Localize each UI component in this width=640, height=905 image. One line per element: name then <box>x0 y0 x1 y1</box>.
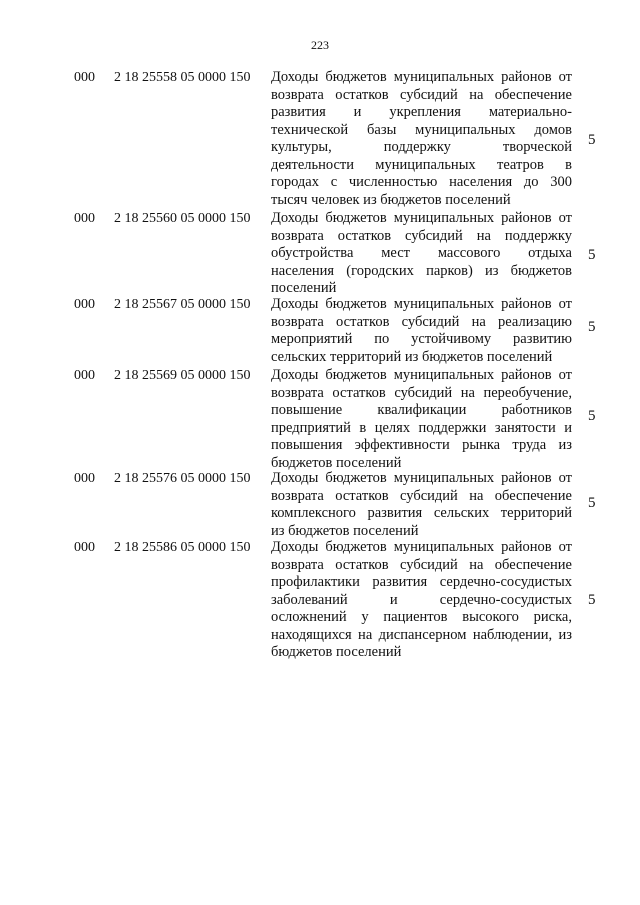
budget-classification-code: 2 18 25560 05 0000 150 <box>114 211 251 226</box>
description-line: предприятий в целях поддержки занятости и <box>271 419 572 436</box>
description-line: заболеваний и сердечно-сосудистых <box>271 591 572 608</box>
description-line: бюджетов поселений <box>271 454 402 471</box>
admin-code: 000 <box>74 211 95 226</box>
description-line: возврата остатков субсидий на переобучение, <box>271 384 572 401</box>
budget-classification-code: 2 18 25576 05 0000 150 <box>114 471 251 486</box>
amount-value: 5 <box>588 592 596 608</box>
admin-code: 000 <box>74 471 95 486</box>
description-line: возврата остатков субсидий на обеспечение <box>271 86 572 103</box>
description-line: возврата остатков субсидий на реализацию <box>271 313 572 330</box>
description-line: из бюджетов поселений <box>271 522 419 539</box>
description-line: возврата остатков субсидий на обеспечение <box>271 487 572 504</box>
description-line: бюджетов поселений <box>271 644 402 660</box>
description-line: Доходы бюджетов муниципальных районов от <box>271 367 572 383</box>
description-line: городах с численностью населения до 300 <box>271 174 572 190</box>
description-line: Доходы бюджетов муниципальных районов от <box>271 539 572 555</box>
budget-classification-code: 2 18 25569 05 0000 150 <box>114 368 251 383</box>
admin-code: 000 <box>74 70 95 85</box>
budget-classification-code: 2 18 25567 05 0000 150 <box>114 297 251 312</box>
description-line: возврата остатков субсидий на поддержку <box>271 227 572 244</box>
income-description <box>271 367 572 472</box>
description-line: комплексного развития сельских территорий <box>271 505 572 521</box>
description-line: возврата остатков субсидий на обеспечение <box>271 556 572 573</box>
description-line: мероприятий по устойчивому развитию <box>271 331 572 347</box>
description-line: повышение квалификации работников <box>271 402 572 418</box>
admin-code: 000 <box>74 368 95 383</box>
income-description <box>271 539 572 662</box>
income-description <box>271 296 572 366</box>
amount-value: 5 <box>588 132 596 148</box>
income-description <box>271 470 572 540</box>
description-line: технической базы муниципальных домов <box>271 121 572 138</box>
amount-value: 5 <box>588 319 596 335</box>
amount-value: 5 <box>588 408 596 424</box>
page-number: 223 <box>311 38 329 52</box>
admin-code: 000 <box>74 297 95 312</box>
description-line: культуры, поддержку творческой <box>271 139 572 155</box>
description-line: поселений <box>271 280 337 296</box>
admin-code: 000 <box>74 540 95 555</box>
description-line: обустройства мест массового отдыха <box>271 245 572 261</box>
description-line: осложнений у пациентов высокого риска, <box>271 609 572 625</box>
amount-value: 5 <box>588 495 596 511</box>
budget-classification-code: 2 18 25586 05 0000 150 <box>114 540 251 555</box>
description-line: тысяч человек из бюджетов поселений <box>271 191 511 208</box>
description-line: повышения эффективности рынка труда из <box>271 437 572 453</box>
income-description <box>271 69 572 209</box>
income-description <box>271 210 572 298</box>
budget-classification-code: 2 18 25558 05 0000 150 <box>114 70 251 85</box>
description-line: профилактики развития сердечно-сосудистых <box>271 574 572 590</box>
description-line: Доходы бюджетов муниципальных районов от <box>271 470 572 486</box>
amount-value: 5 <box>588 247 596 263</box>
description-line: населения (городских парков) из бюджетов <box>271 262 572 279</box>
description-line: развития и укрепления материально- <box>271 104 572 120</box>
description-line: Доходы бюджетов муниципальных районов от <box>271 296 572 312</box>
description-line: Доходы бюджетов муниципальных районов от <box>271 69 572 85</box>
description-line: находящихся на диспансерном наблюдении, из <box>271 626 572 643</box>
description-line: деятельности муниципальных театров в <box>271 156 572 173</box>
description-line: Доходы бюджетов муниципальных районов от <box>271 210 572 226</box>
description-line: сельских территорий из бюджетов поселений <box>271 348 553 365</box>
